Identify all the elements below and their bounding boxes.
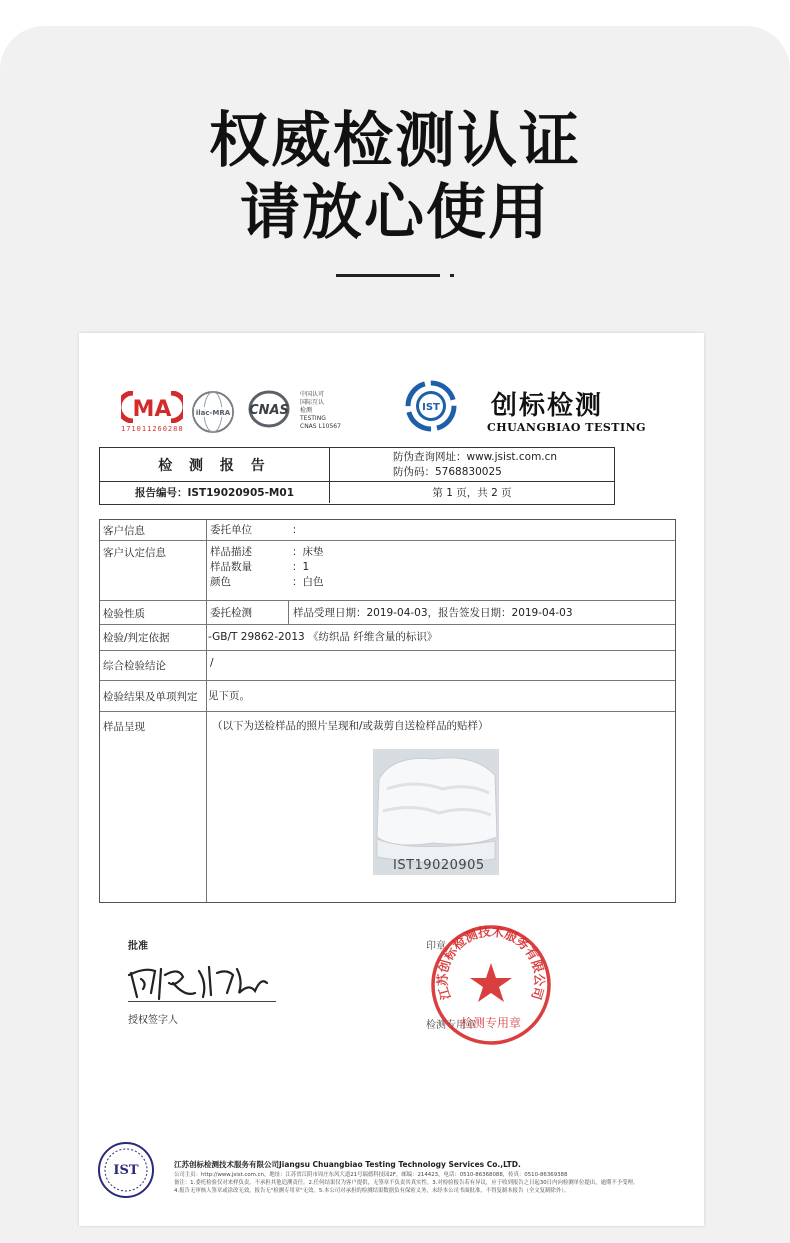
sample-qty-label: 样品数量 — [210, 561, 252, 573]
headline-line2: 请放心使用 — [240, 178, 550, 248]
headline-divider-dot — [450, 274, 454, 277]
footer-company: 江苏创标检测技术服务有限公司Jiangsu Chuangbiao Testing Technology Services Co.,LTD. — [174, 1160, 521, 1169]
sample-show-note: （以下为送检样品的照片呈现和/或裁剪自送检样品的贴样） — [212, 720, 489, 732]
footer-line: 备注：1.委托检验仅对来样负责，不承担其他追溯责任。2.任何结果仅为客户提供，无签章不负责其真实性。3.对检验报告若有异议，应于收到报告之日起30日内向检测单位提出，逾期不予受理。 — [174, 1180, 639, 1186]
sample-show-label: 样品呈现 — [103, 721, 145, 733]
result-label: 检验结果及单项判定 — [103, 691, 198, 703]
sample-photo-label: IST19020905 — [393, 858, 485, 873]
inspect-nature-value: 委托检测 — [210, 607, 252, 619]
client-unit-value: ： — [292, 524, 303, 536]
report-title: 检 测 报 告 — [100, 448, 330, 482]
brand-name-en: CHUANGBIAO TESTING — [487, 421, 647, 434]
verify-code: 防伪码：5768830025 — [393, 466, 502, 478]
seal-bottom-text: 检测专用章 — [460, 1016, 522, 1030]
sample-desc-value: ：床垫 — [292, 546, 324, 558]
verify-info — [330, 448, 614, 482]
footer-ist-seal-icon — [97, 1141, 155, 1199]
footer-logo-text: IST — [113, 1163, 139, 1178]
footer-notes — [174, 1171, 694, 1195]
result-value: 见下页。 — [208, 690, 250, 702]
brand-name-cn: 创标检测 — [491, 391, 604, 421]
headline-divider — [336, 274, 440, 277]
handwritten-signature-icon — [125, 953, 285, 1005]
sample-desc-label: 样品描述 — [210, 546, 252, 558]
ist-logo-text: IST — [422, 402, 440, 413]
inspect-nature-label: 检验性质 — [103, 608, 145, 620]
report-header-table — [99, 447, 615, 505]
report-document — [79, 333, 704, 1226]
cnas-text: CNAS — [249, 403, 289, 418]
verify-url: 防伪查询网址：www.jsist.com.cn — [393, 451, 558, 463]
headline-line1: 权威检测认证 — [209, 106, 581, 176]
table-row — [100, 541, 675, 601]
page-info: 第 1 页，共 2 页 — [432, 487, 512, 499]
client-unit-label: 委托单位 — [210, 524, 252, 536]
signature-line — [128, 1001, 276, 1002]
footer-line: 4.报告无审核人签章或涂改无效。报告无"检测专用章"无效。5.本公司对承担的检测结果数据负有保密义务，未经本公司书面批准，不得复制本报告（全文复制除外）。 — [174, 1188, 570, 1194]
footer-line: 公司主页：http://www.jsist.com.cn，地址：江苏省江阴市周庄东风大道21号瑞德科技园2F，邮编：214423，电话：0510-86368088，传真：0510-86369388 — [174, 1172, 568, 1178]
ma-text: MA — [132, 397, 172, 422]
cnas-caption: 中国认可 国际互认 检测 TESTING CNAS L10567 — [300, 391, 341, 430]
conclusion-label: 综合检验结论 — [103, 660, 166, 672]
cell-divider — [288, 601, 289, 624]
color-value: ：白色 — [292, 576, 324, 588]
seal-ring-text: 江苏创标检测技术服务有限公司 — [434, 923, 548, 1002]
basis-label: 检验/判定依据 — [103, 632, 170, 644]
table-row — [100, 681, 675, 712]
cnas-logo-icon — [241, 389, 297, 429]
mattress-image-icon — [373, 749, 499, 875]
ist-logo-icon — [405, 380, 457, 432]
sample-photo — [373, 749, 499, 875]
color-label: 颜色 — [210, 576, 231, 588]
ilac-mra-logo-icon — [191, 390, 235, 434]
ilac-text: ilac-MRA — [195, 409, 231, 417]
signer-label: 授权签字人 — [128, 1015, 178, 1026]
table-row — [100, 651, 675, 681]
report-number: 报告编号：IST19020905-M01 — [100, 482, 330, 503]
table-row — [100, 520, 675, 541]
sample-qty-value: ：1 — [292, 561, 310, 573]
company-seal-stamp-icon — [429, 923, 553, 1047]
seal-label: 印章 — [426, 941, 446, 952]
basis-value: -GB/T 29862-2013 《纺织品 纤维含量的标识》 — [208, 631, 438, 643]
cma-logo-icon — [121, 391, 183, 423]
seal-caption: 检测专用章 — [426, 1020, 476, 1031]
dates-value: 样品受理日期：2019-04-03，报告签发日期：2019-04-03 — [293, 607, 573, 619]
table-row — [100, 601, 675, 625]
client-confirm-label: 客户认定信息 — [103, 547, 166, 559]
approve-label: 批准 — [128, 941, 148, 952]
conclusion-value: / — [210, 657, 214, 669]
ma-number: 171011260288 — [121, 425, 184, 433]
table-row — [100, 625, 675, 651]
client-info-label: 客户信息 — [103, 525, 145, 537]
